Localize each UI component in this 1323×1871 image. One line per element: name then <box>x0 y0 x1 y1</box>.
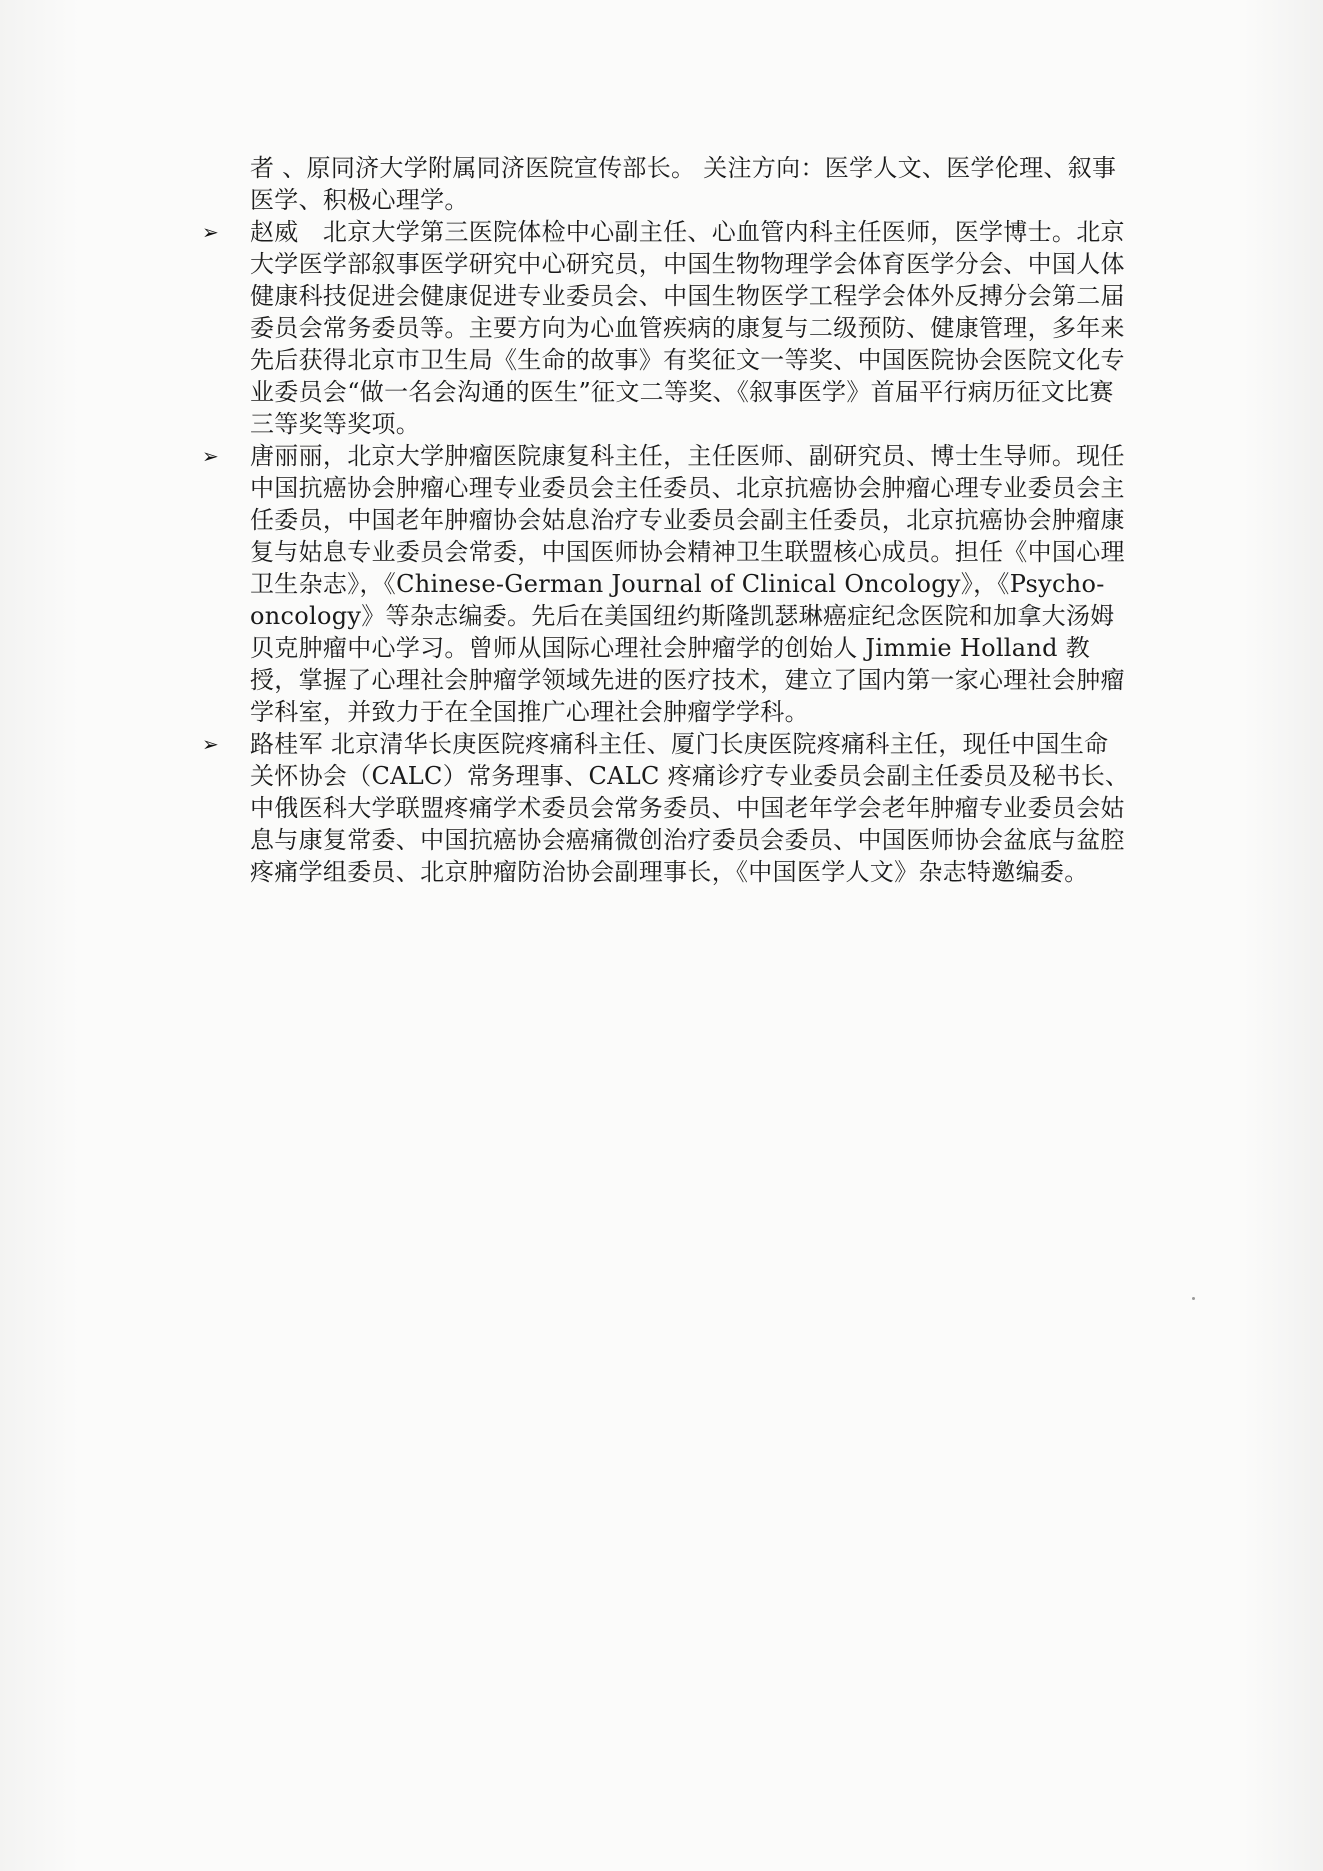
arrow-bullet-icon: ➢ <box>202 732 220 756</box>
entry-text: 北京大学第三医院体检中心副主任、心血管内科主任医师，医学博士。北京大学医学部叙事医学研究中心研究员，中国生物物理学会体育医学分会、中国人体健康科技促进会健康促进专业委员会、中国生物医学工程学会体外反搏分会第二届委员会常务委员等。主要方向为心血管疾病的康复与二级预防、健康管理，多年来先后获得北京市卫生局《生命的故事》有奖征文一等奖、中国医院协会医院文化专业委员会“做一名会沟通的医生”征文二等奖、《叙事医学》首届平行病历征文比赛三等奖等奖项。 <box>250 218 1125 438</box>
document-body <box>200 152 1130 888</box>
entry-text: 北京清华长庚医院疼痛科主任、厦门长庚医院疼痛科主任，现任中国生命关怀协会（CALC）常务理事、CALC 疼痛诊疗专业委员会副主任委员及秘书长、中俄医科大学联盟疼痛学术委员会常务委员、中国老年学会老年肿瘤专业委员会姑息与康复常委、中国抗癌协会癌痛微创治疗委员会委员、中国医师协会盆底与盆腔疼痛学组委员、北京肿瘤防治协会副理事长，《中国医学人文》杂志特邀编委。 <box>250 730 1130 886</box>
entry-text: ，北京大学肿瘤医院康复科主任，主任医师、副研究员、博士生导师。现任中国抗癌协会肿瘤心理专业委员会主任委员、北京抗癌协会肿瘤心理专业委员会主任委员，中国老年肿瘤协会姑息治疗专业委员会副主任委员，北京抗癌协会肿瘤康复与姑息专业委员会常委，中国医师协会精神卫生联盟核心成员。担任《中国心理卫生杂志》，《Chinese-German Journal of Clinical Oncology》，《Psycho-oncology》等杂志编委。先后在美国纽约斯隆凯瑟琳癌症纪念医院和加拿大汤姆贝克肿瘤中心学习。曾师从国际心理社会肿瘤学的创始人 Jimmie Holland 教授，掌握了心理社会肿瘤学领域先进的医疗技术，建立了国内第一家心理社会肿瘤学科室，并致力于在全国推广心理社会肿瘤学学科。 <box>250 442 1125 726</box>
entry-name: 路桂军 <box>250 730 323 758</box>
scan-speck <box>1192 1297 1195 1300</box>
entry-lu-guijun <box>202 728 1130 888</box>
entry-name: 赵威 <box>250 218 299 246</box>
intro-paragraph: 者 、原同济大学附属同济医院宣传部长。 关注方向：医学人文、医学伦理、叙事医学、积极心理学。 <box>250 154 1117 214</box>
entry-name: 唐丽丽 <box>250 442 323 470</box>
arrow-bullet-icon: ➢ <box>202 220 220 244</box>
entry-tang-lili <box>202 440 1130 728</box>
entry-zhao-wei <box>202 216 1130 440</box>
arrow-bullet-icon: ➢ <box>202 444 220 468</box>
